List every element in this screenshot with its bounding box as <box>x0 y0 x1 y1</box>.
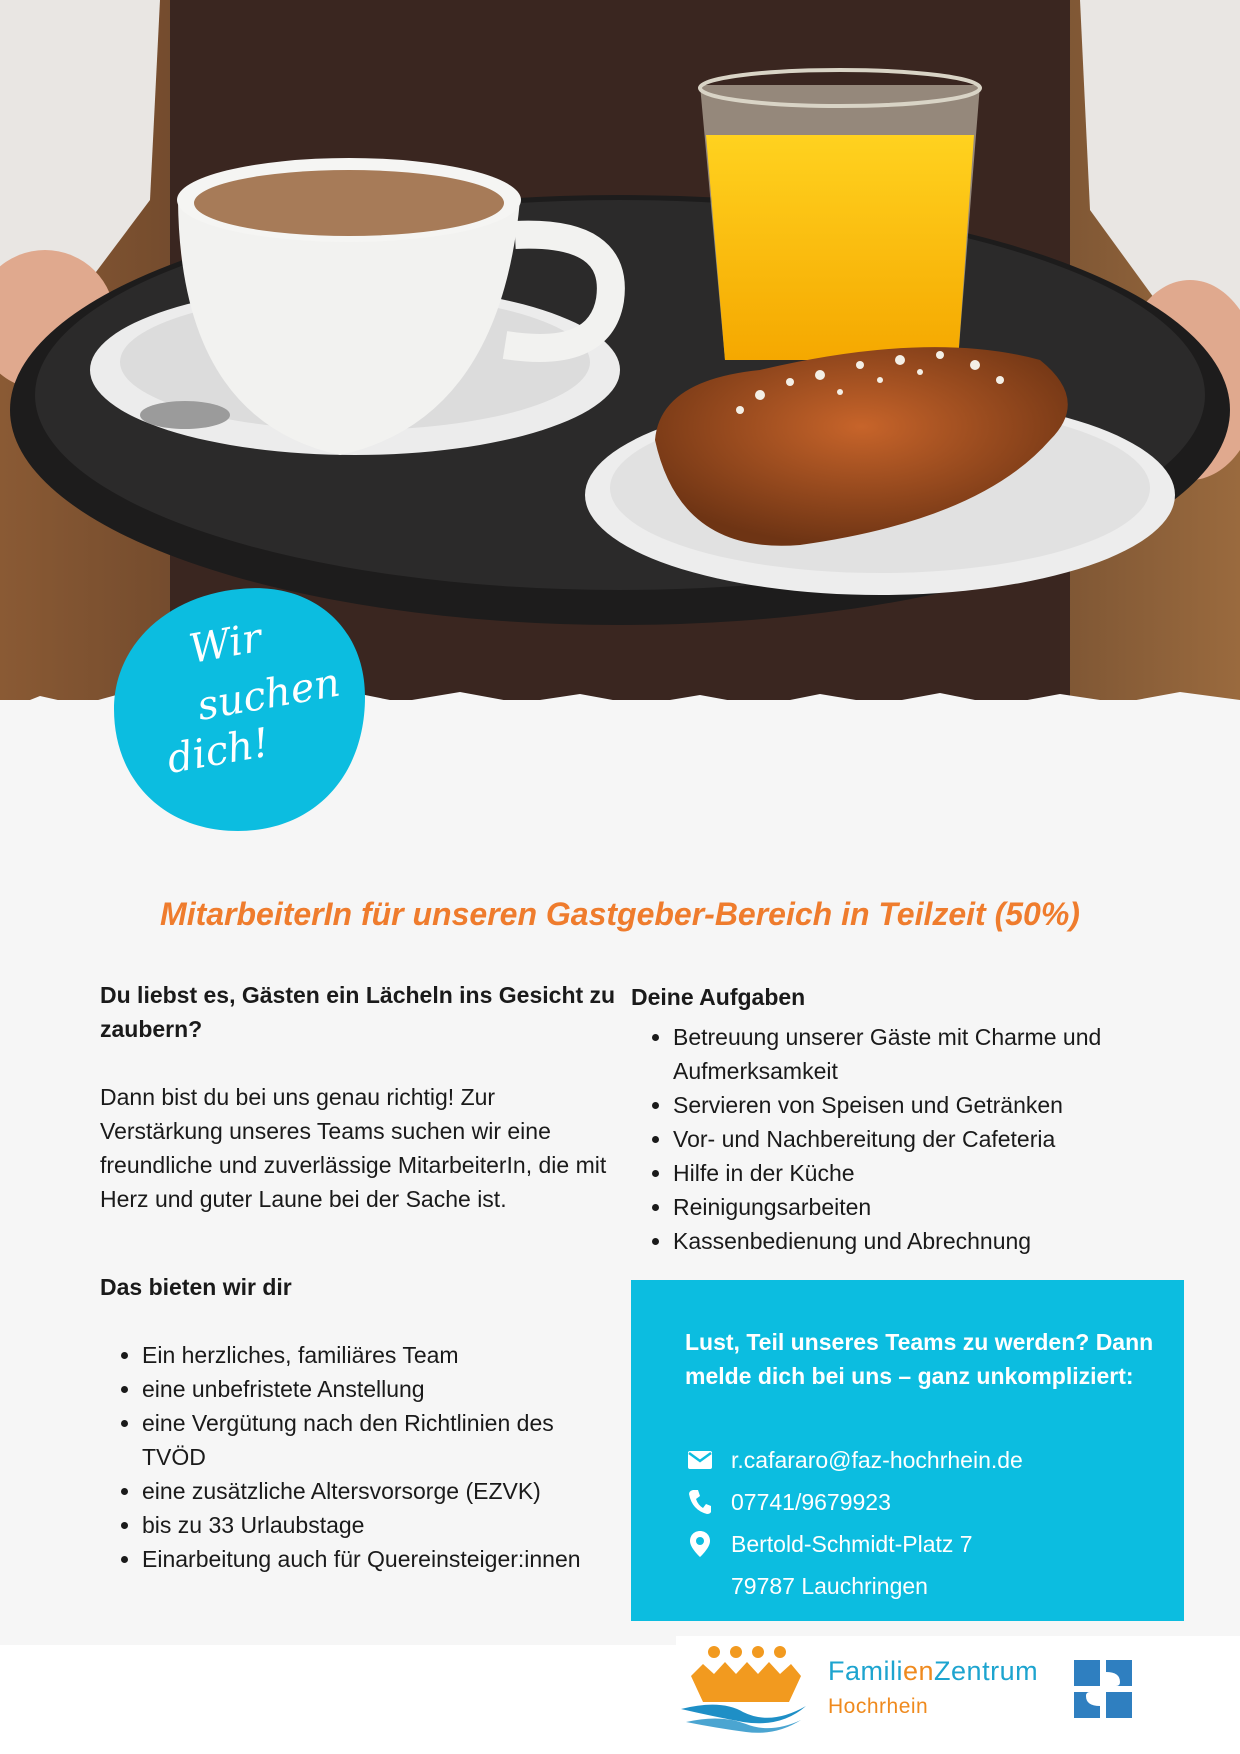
contact-title: Lust, Teil unseres Teams zu werden? Dann melde dich bei uns – ganz unkompliziert: <box>685 1329 1154 1389</box>
offer-item: • eine Vergütung nach den Richtlinien des TVÖD <box>142 1406 620 1474</box>
intro-text: Dann bist du bei uns genau richtig! Zur Verstärkung unseres Teams suchen wir eine freundliche und zuverlässige MitarbeiterIn, die mit Herz und guter Laune bei der Sache ist. <box>100 1084 607 1212</box>
offer-item: • Ein herzliches, familiäres Team <box>142 1338 620 1372</box>
badge-blob <box>110 585 368 835</box>
familienzentrum-logo-icon <box>681 1644 806 1734</box>
right-column <box>631 980 1151 1258</box>
offer-heading: Das bieten wir dir <box>100 1274 292 1300</box>
badge-text-line1: Wir <box>185 614 265 673</box>
contact-address-row <box>685 1527 973 1561</box>
logo-subtitle: Hochrhein <box>828 1695 929 1718</box>
footer-logo-area <box>676 1636 1240 1754</box>
intro-question: Du liebst es, Gästen ein Lächeln ins Gesicht zu zaubern? <box>100 982 616 1042</box>
task-item: • Vor- und Nachbereitung der Cafeteria <box>673 1122 1151 1156</box>
logo-name-part3: Zentrum <box>934 1656 1039 1686</box>
contact-phone[interactable]: 07741/9679923 <box>731 1489 891 1515</box>
tasks-list <box>631 1020 1151 1258</box>
left-column <box>100 978 620 1576</box>
job-headline: MitarbeiterIn für unseren Gastgeber-Bereich in Teilzeit (50%) <box>160 896 1080 932</box>
task-item: • Reinigungsarbeiten <box>673 1190 1151 1224</box>
logo-name <box>828 1656 1038 1687</box>
location-pin-icon <box>685 1529 715 1559</box>
contact-email-row[interactable] <box>685 1443 1023 1477</box>
task-item: • Betreuung unserer Gäste mit Charme und Aufmerksamkeit <box>673 1020 1151 1088</box>
logo-name-part2: en <box>903 1656 935 1686</box>
logo-name-part1: Famili <box>828 1656 903 1686</box>
task-item: • Hilfe in der Küche <box>673 1156 1151 1190</box>
offer-item: • eine unbefristete Anstellung <box>142 1372 620 1406</box>
contact-phone-row[interactable] <box>685 1485 891 1519</box>
contact-street: Bertold-Schmidt-Platz 7 <box>731 1531 973 1557</box>
mail-icon <box>685 1445 715 1475</box>
task-item: • Kassenbedienung und Abrechnung <box>673 1224 1151 1258</box>
badge-text-line2: suchen <box>193 659 344 730</box>
badge-text-line3: dich! <box>163 719 273 783</box>
offer-item: • eine zusätzliche Altersvorsorge (EZVK) <box>142 1474 620 1508</box>
phone-icon <box>685 1487 715 1517</box>
wir-suchen-dich-badge <box>110 585 368 835</box>
contact-city: 79787 Lauchringen <box>731 1573 928 1599</box>
tasks-heading: Deine Aufgaben <box>631 984 806 1010</box>
task-item: • Servieren von Speisen und Getränken <box>673 1088 1151 1122</box>
contact-box <box>631 1280 1184 1621</box>
offer-item: • Einarbeitung auch für Quereinsteiger:innen <box>142 1542 620 1576</box>
offer-item: • bis zu 33 Urlaubstage <box>142 1508 620 1542</box>
offer-list <box>100 1338 620 1576</box>
diakonie-cross-icon <box>1074 1660 1132 1718</box>
contact-email[interactable]: r.cafararo@faz-hochrhein.de <box>731 1447 1023 1473</box>
